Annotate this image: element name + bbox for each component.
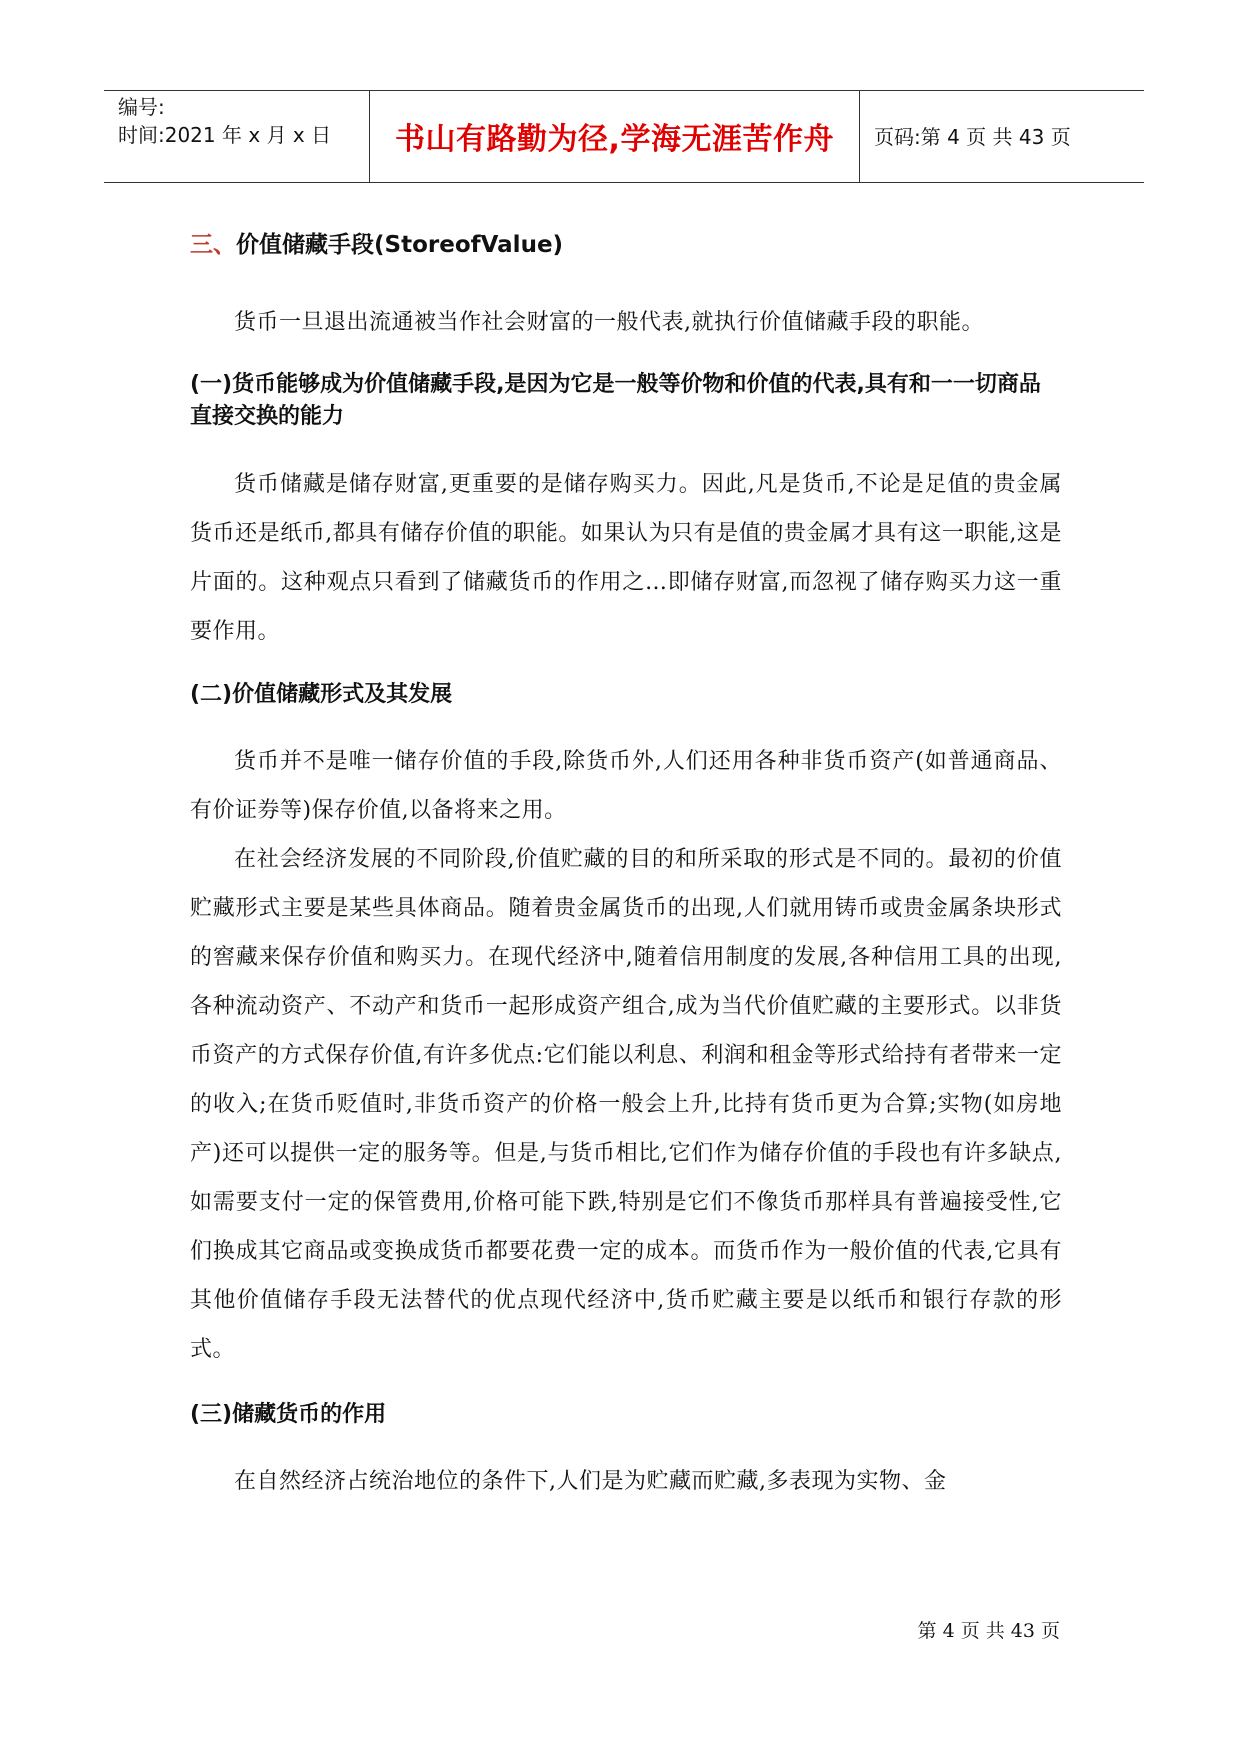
subsection-3-paragraph: 在自然经济占统治地位的条件下,人们是为贮藏而贮藏,多表现为实物、金 (234, 1469, 947, 1494)
subsection-1-title: (一)货币能够成为价值储藏手段,是因为它是一般等价物和价值的代表,具有和一一切商品直接交换的能力 (190, 372, 1041, 429)
section-title-text: 价值储藏手段(StoreofValue) (236, 232, 564, 258)
subsection-2-title: (二)价值储藏形式及其发展 (190, 682, 453, 707)
subsection-3-title: (三)储藏货币的作用 (190, 1402, 387, 1427)
intro-paragraph: 货币一旦退出流通被当作社会财富的一般代表,就执行价值储藏手段的职能。 (234, 310, 984, 335)
subsection-2-paragraph-1: 货币并不是唯一储存价值的手段,除货币外,人们还用各种非货币资产(如普通商品、有价证券等)保存价值,以备将来之用。 (190, 749, 1062, 823)
header-page-code: 页码:第 4 页 共 43 页 (874, 125, 1071, 149)
page-header (104, 90, 1144, 183)
subsection-1-paragraph: 货币储藏是储存财富,更重要的是储存购买力。因此,凡是货币,不论是足值的贵金属货币还是纸币,都具有储存价值的职能。如果认为只有是值的贵金属才具有这一职能,这是片面的。这种观点只看到了储藏货币的作用之…即储存财富,而忽视了储存购买力这一重要作用。 (190, 472, 1062, 644)
header-info-cell (104, 91, 370, 182)
document-body (190, 225, 1062, 1506)
section-number: 三、 (190, 232, 236, 258)
header-motto: 书山有路勤为径,学海无涯苦作舟 (370, 91, 860, 182)
page-footer: 第 4 页 共 43 页 (917, 1620, 1060, 1642)
serial-label: 编号: (118, 95, 165, 119)
time-label: 时间:2021 年 x 月 x 日 (118, 123, 332, 147)
section-title (190, 225, 1062, 265)
subsection-2-paragraph-2: 在社会经济发展的不同阶段,价值贮藏的目的和所采取的形式是不同的。最初的价值贮藏形式主要是某些具体商品。随着贵金属货币的出现,人们就用铸币或贵金属条块形式的窖藏来保存价值和购买力。在现代经济中,随着信用制度的发展,各种信用工具的出现,各种流动资产、不动产和货币一起形成资产组合,成为当代价值贮藏的主要形式。以非货币资产的方式保存价值,有许多优点:它们能以利息、利润和租金等形式给持有者带来一定的收入;在货币贬值时,非货币资产的价格一般会上升,比持有货币更为合算;实物(如房地产)还可以提供一定的服务等。但是,与货币相比,它们作为储存价值的手段也有许多缺点,如需要支付一定的保管费用,价格可能下跌,特别是它们不像货币那样具有普遍接受性,它们换成其它商品或变换成货币都要花费一定的成本。而货币作为一般价值的代表,它具有其他价值储存手段无法替代的优点现代经济中,货币贮藏主要是以纸币和银行存款的形式。 (190, 847, 1062, 1362)
